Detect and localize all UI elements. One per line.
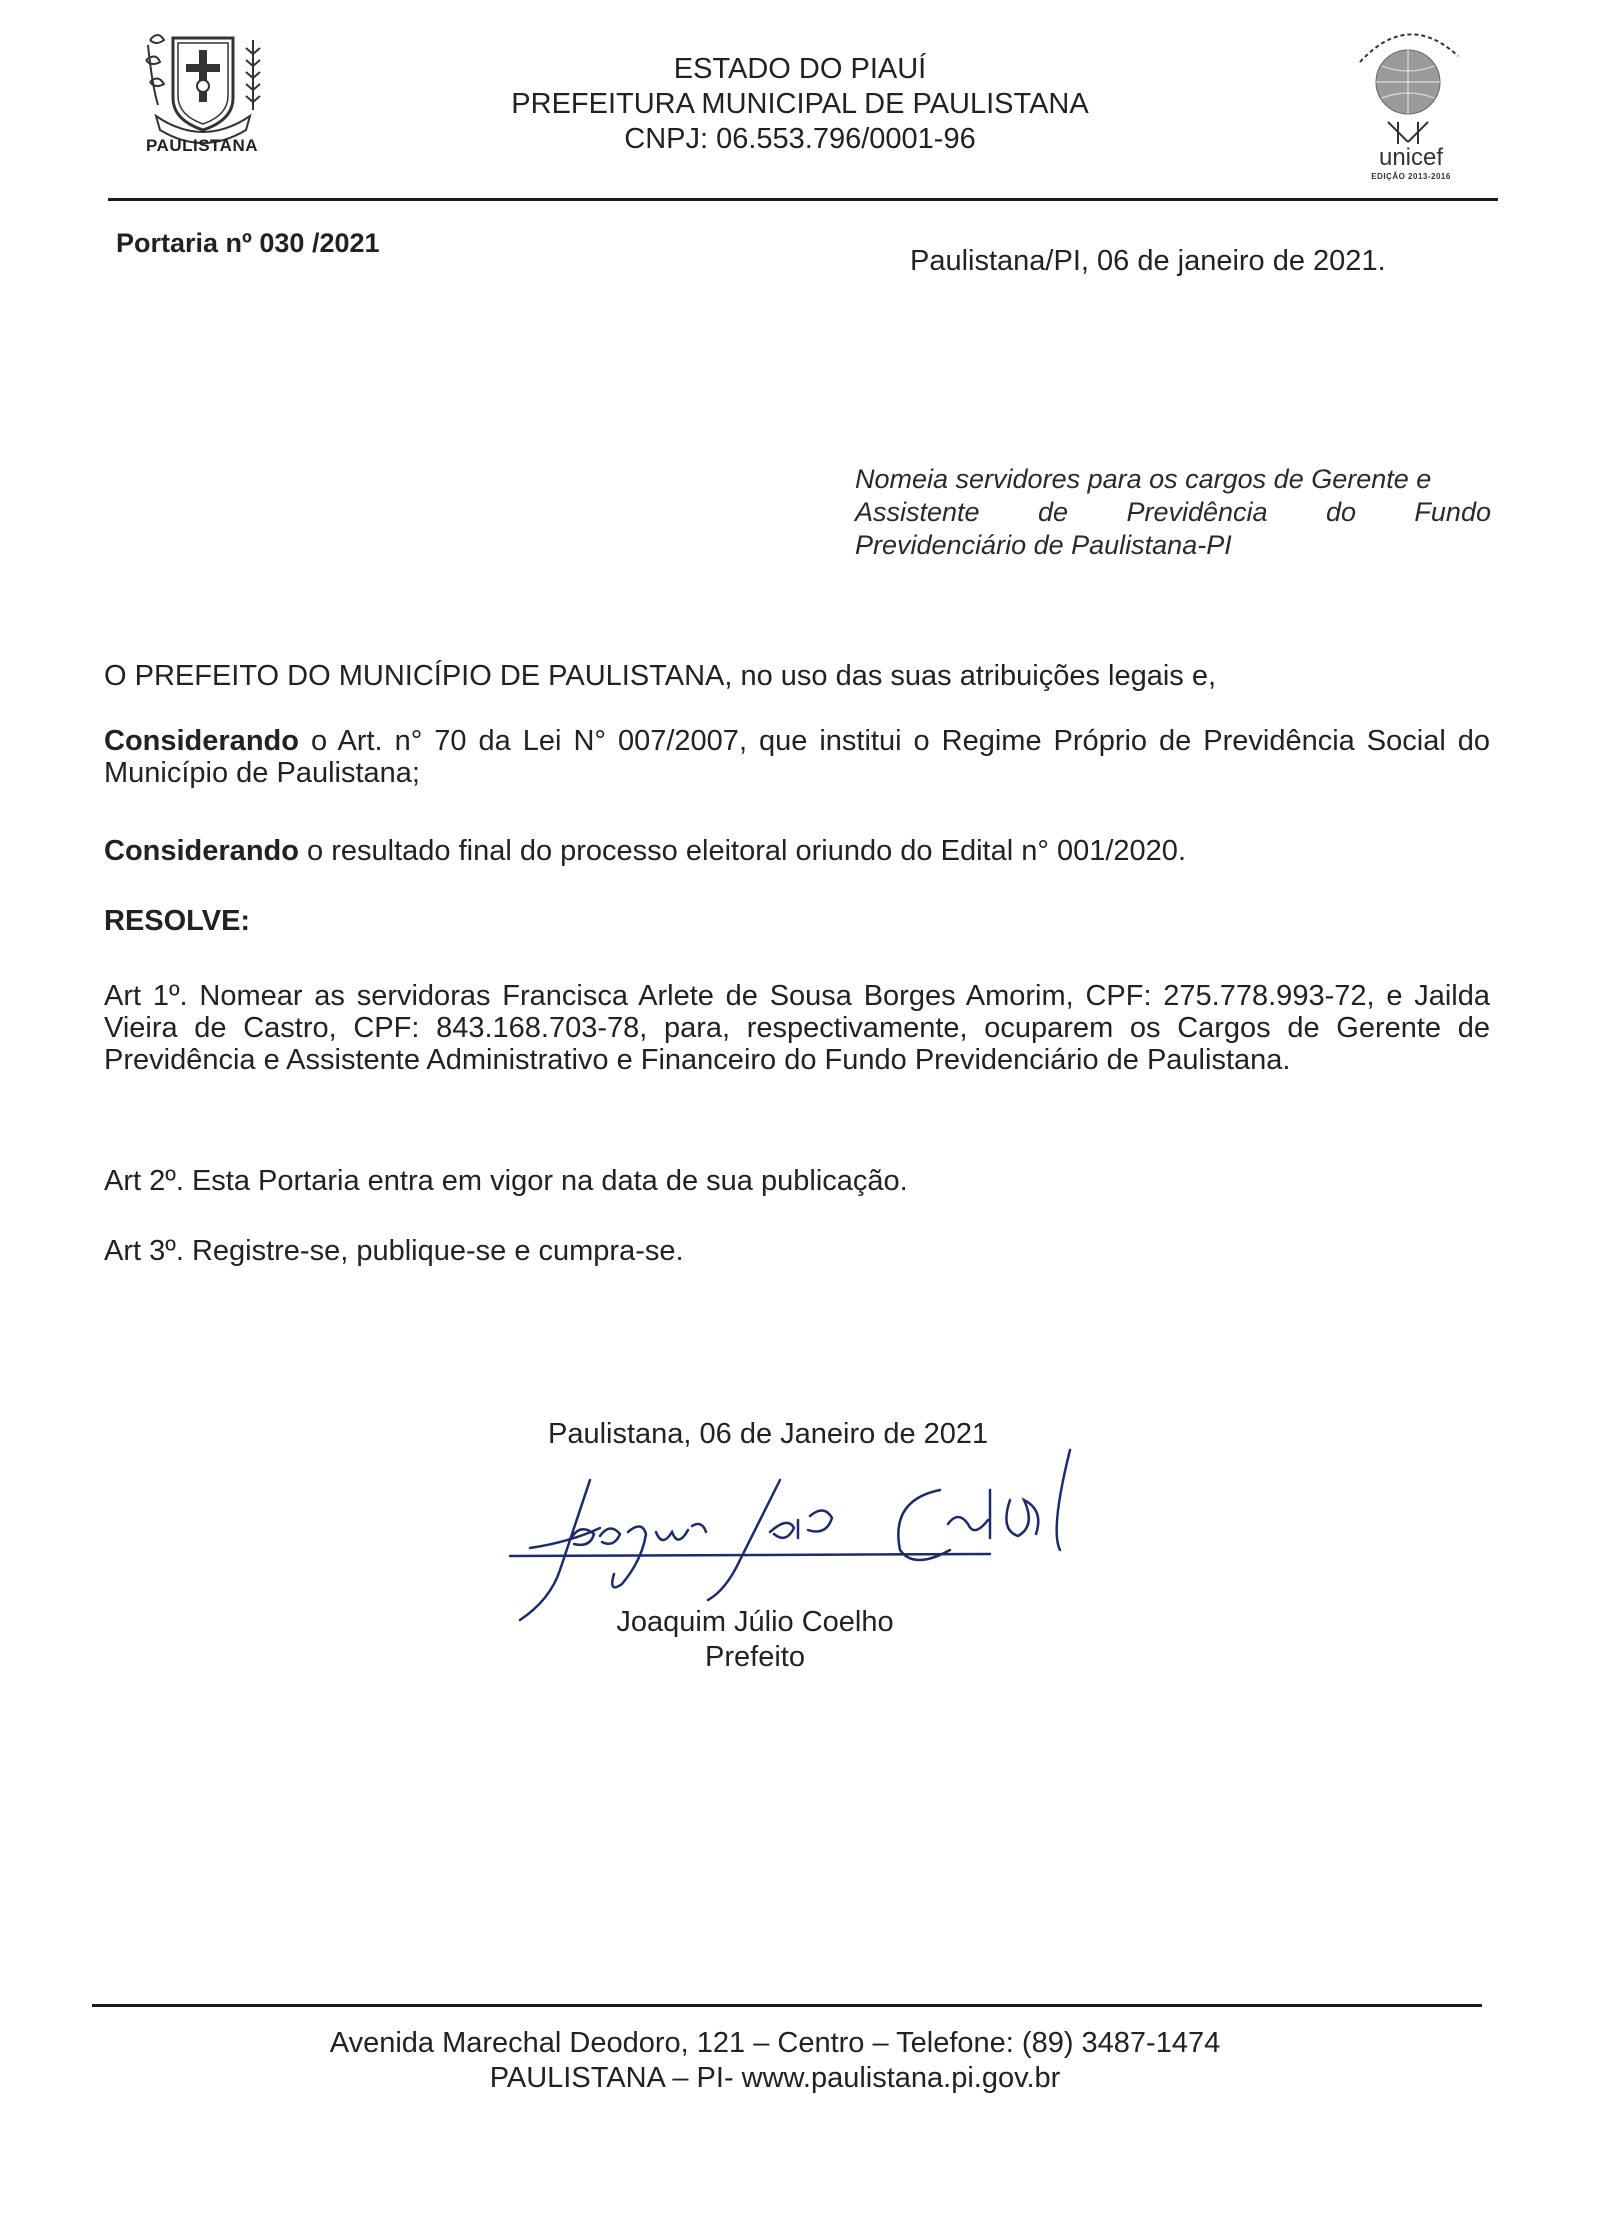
ementa-word: Assistente — [855, 497, 980, 527]
footer-city-site: PAULISTANA – PI- www.paulistana.pi.gov.br — [489, 2062, 1061, 2094]
considerando-text: o resultado final do processo eleitoral oriundo do Edital n° 001/2020. — [307, 835, 1186, 867]
footer-address: Avenida Marechal Deodoro, 121 – Centro – Telefone: (89) 3487-1474 — [329, 2027, 1221, 2059]
considerando-label: Considerando — [104, 725, 299, 757]
article-2: Art 2º. Esta Portaria entra em vigor na data de sua publicação. — [104, 1165, 908, 1197]
ementa-word: Previdência — [1126, 497, 1268, 527]
considerando-label: Considerando — [104, 835, 299, 867]
unicef-name: unicef — [1378, 144, 1444, 171]
ementa-word: de — [1037, 497, 1069, 527]
crest-caption: PAULISTANA — [145, 136, 259, 155]
portaria-number: Portaria nº 030 /2021 — [116, 228, 380, 258]
considerando-paragraph-1 — [104, 725, 1490, 789]
signatory-role: Prefeito — [705, 1641, 805, 1673]
intro-paragraph: O PREFEITO DO MUNICÍPIO DE PAULISTANA, no uso das suas atribuições legais e, — [104, 660, 1217, 692]
letterhead — [380, 52, 1220, 157]
article-1: Art 1º. Nomear as servidoras Francisca Arlete de Sousa Borges Amorim, CPF: 275.778.993-72, e Jailda Vieira de Castro, CPF: 843.168.703-78, para, respectivamente, ocuparem os Cargos de Gerente de Previdência e Assistente Administrativo e Financeiro do Fundo Previdenciário de Paulistana. — [104, 980, 1490, 1076]
unicef-edition: EDIÇÃO 2013-2016 — [1371, 172, 1451, 181]
prefecture-name: PREFEITURA MUNICIPAL DE PAULISTANA — [511, 88, 1089, 120]
ementa-line-2 — [855, 496, 1491, 529]
resolve-heading: RESOLVE: — [104, 905, 251, 937]
header-divider — [108, 198, 1498, 201]
footer — [280, 2004, 1270, 2096]
document-date: Paulistana/PI, 06 de janeiro de 2021. — [910, 245, 1386, 277]
signatory-name: Joaquim Júlio Coelho — [616, 1606, 894, 1638]
signatory — [560, 1605, 950, 1675]
considerando-text: o Art. n° 70 da Lei N° 007/2007, que institui o Regime Próprio de Previdência Social do Município de Paulistana; — [104, 725, 1491, 789]
considerando-paragraph-2 — [104, 835, 1490, 867]
ementa-line-1: Nomeia servidores para os cargos de Gerente e — [855, 464, 1432, 494]
cnpj: CNPJ: 06.553.796/0001-96 — [624, 123, 976, 155]
state-name: ESTADO DO PIAUÍ — [673, 53, 927, 85]
signature-date: Paulistana, 06 de Janeiro de 2021 — [548, 1418, 989, 1450]
ementa — [855, 463, 1491, 562]
ementa-line-3: Previdenciário de Paulistana-PI — [855, 530, 1232, 560]
ementa-word: do — [1325, 497, 1356, 527]
handwritten-signature-icon — [470, 1440, 1190, 1630]
article-3: Art 3º. Registre-se, publique-se e cumpra-se. — [104, 1235, 684, 1267]
ementa-word: Fundo — [1414, 497, 1491, 527]
